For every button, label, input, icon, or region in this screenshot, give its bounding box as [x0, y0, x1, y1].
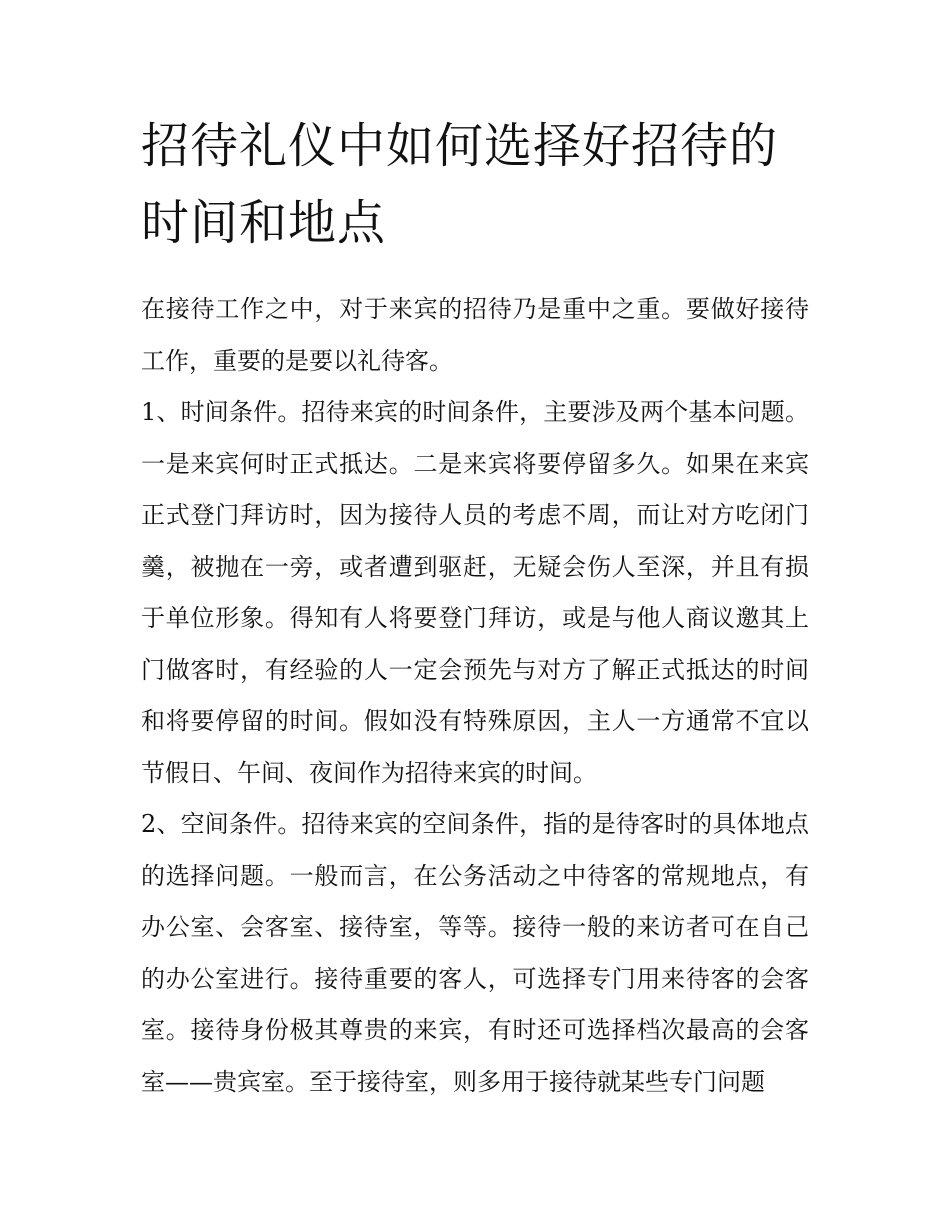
- space-condition-paragraph: 2、空间条件。招待来宾的空间条件，指的是待客时的具体地点的选择问题。一般而言，在公务活动之中待客的常规地点，有办公室、会客室、接待室，等等。接待一般的来访者可在自己的办公室进行。接待重要的客人，可选择专门用来待客的会客室。接待身份极其尊贵的来宾，有时还可选择档次最高的会客室——贵宾室。至于接待室，则多用于接待就某些专门问题: [141, 810, 809, 1096]
- document-title: 招待礼仪中如何选择好招待的时间和地点: [141, 118, 779, 251]
- intro-paragraph: 在接待工作之中，对于来宾的招待乃是重中之重。要做好接待工作，重要的是要以礼待客。: [141, 295, 809, 375]
- document-body: [141, 108, 821, 1108]
- time-condition-paragraph: 1、时间条件。招待来宾的时间条件，主要涉及两个基本问题。一是来宾何时正式抵达。二是来宾将要停留多久。如果在来宾正式登门拜访时，因为接待人员的考虑不周，而让对方吃闭门羹，被抛在一旁，或者遭到驱赶，无疑会伤人至深，并且有损于单位形象。得知有人将要登门拜访，或是与他人商议邀其上门做客时，有经验的人一定会预先与对方了解正式抵达的时间和将要停留的时间。假如没有特殊原因，主人一方通常不宜以节假日、午间、夜间作为招待来宾的时间。: [141, 398, 809, 787]
